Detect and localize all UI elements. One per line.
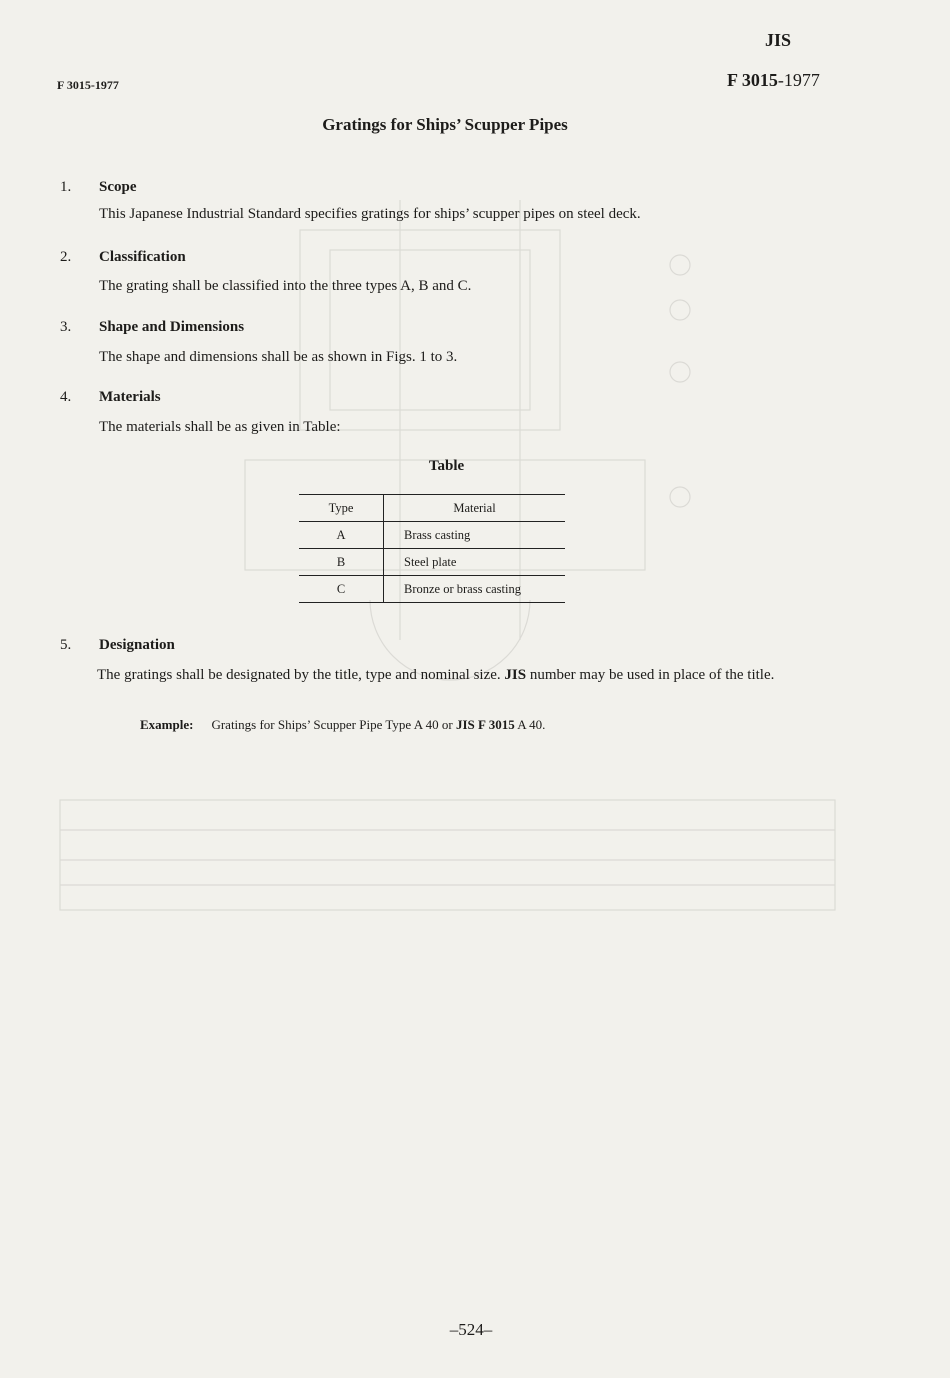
header-standard-number <box>727 70 820 91</box>
section-heading-shape: Shape and Dimensions <box>99 319 245 335</box>
designation-jis: JIS <box>504 667 527 683</box>
cell-type: A <box>299 522 384 549</box>
section-heading-scope: Scope <box>99 179 137 195</box>
cell-material: Bronze or brass casting <box>384 576 566 603</box>
table-row <box>299 522 565 549</box>
column-header-material: Material <box>384 495 566 522</box>
section-number: 4. <box>60 389 72 405</box>
example-text-start: Gratings for Ships’ Scupper Pipe Type A 40 or <box>211 717 456 732</box>
designation-text-start: The gratings shall be designated by the title, type and nominal size. <box>97 667 505 683</box>
example-label: Example: <box>140 717 194 732</box>
section-heading-materials: Materials <box>99 389 161 405</box>
table-row <box>299 576 565 603</box>
cell-material: Brass casting <box>384 522 566 549</box>
section-body-classification: The grating shall be classified into the three types A, B and C. <box>99 278 472 294</box>
materials-table <box>299 494 565 603</box>
section-number: 2. <box>60 249 72 265</box>
section-body-shape: The shape and dimensions shall be as shown in Figs. 1 to 3. <box>99 349 458 365</box>
section-number: 5. <box>60 637 72 653</box>
page-title: Gratings for Ships’ Scupper Pipes <box>322 115 568 134</box>
header-standard-code: F 3015 <box>727 70 778 90</box>
section-number: 1. <box>60 179 72 195</box>
column-header-type: Type <box>299 495 384 522</box>
table-title: Table <box>428 458 465 474</box>
section-number: 3. <box>60 319 72 335</box>
cell-material: Steel plate <box>384 549 566 576</box>
page-number: –524– <box>449 1320 493 1339</box>
section-heading-designation: Designation <box>99 637 175 653</box>
designation-text-end: number may be used in place of the title. <box>526 667 775 683</box>
header-jis-mark: JIS <box>765 30 792 50</box>
header-standard-number-small: F 3015-1977 <box>57 78 119 92</box>
cell-type: B <box>299 549 384 576</box>
table-row <box>299 549 565 576</box>
example-text-end: A 40. <box>514 717 546 732</box>
example-code: JIS F 3015 <box>455 717 515 732</box>
section-body-designation <box>57 664 837 686</box>
header-standard-year: -1977 <box>777 70 820 90</box>
section-body-scope: This Japanese Industrial Standard specifies gratings for ships’ scupper pipes on steel deck. <box>99 206 641 222</box>
section-body-materials: The materials shall be as given in Table: <box>99 419 341 435</box>
designation-example <box>140 717 545 733</box>
section-heading-classification: Classification <box>99 249 186 265</box>
table-header-row <box>299 495 565 522</box>
cell-type: C <box>299 576 384 603</box>
